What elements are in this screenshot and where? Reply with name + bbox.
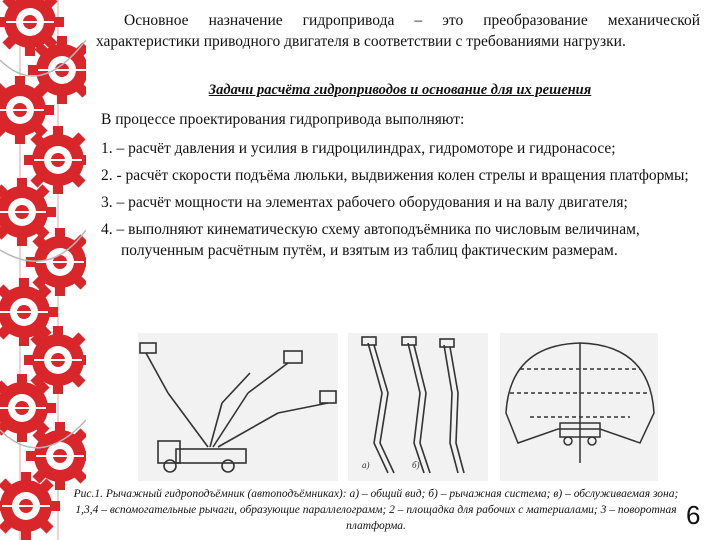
lift-general-view-figure [138,333,338,481]
fig-label: б) [412,460,420,470]
page-number: 6 [686,500,701,530]
intro-paragraph: Основное назначение гидропривода – это преобразование механической характеристики приводного двигателя в соответствии с требованиями нагрузки. [96,12,700,50]
list-item: 1. – расчёт давления и усилия в гидроцилиндрах, гидромоторе и гидронасосе; [101,140,616,157]
figure-caption: Рис.1. Рычажный гидроподъёмник (автоподъёмниках): а) – общий вид; б) – рычажная система; в) – обслуживаемая зона; 1,3,4 – вспомогательные рычаги, образующие параллелограмм; 2 – площадка для рабочих с материалами; 3 – поворотная платформа. [73,488,679,532]
figure-group [138,333,658,481]
serviced-zone-figure [500,333,658,481]
list-item: 2. - расчёт скорости подъёма люльки, выдвижения колен стрелы и вращения платформы; [101,167,689,184]
list-item: 4. – выполняют кинематическую схему автоподъёмника по числовым величинам, полученным расчётным путём, и взятым из таблиц фактическим размерам. [101,221,640,259]
lead-text: В процессе проектирования гидропривода выполняют: [101,111,465,128]
fig-label: а) [362,460,370,470]
lever-system-figure [348,333,488,481]
decorative-gear-strip [0,0,86,540]
task-list [101,138,705,267]
list-item: 3. – расчёт мощности на элементах рабочего оборудования и на валу двигателя; [101,194,628,211]
section-heading: Задачи расчёта гидроприводов и основание для их решения [208,82,592,98]
gear-pattern-icon [0,0,86,540]
